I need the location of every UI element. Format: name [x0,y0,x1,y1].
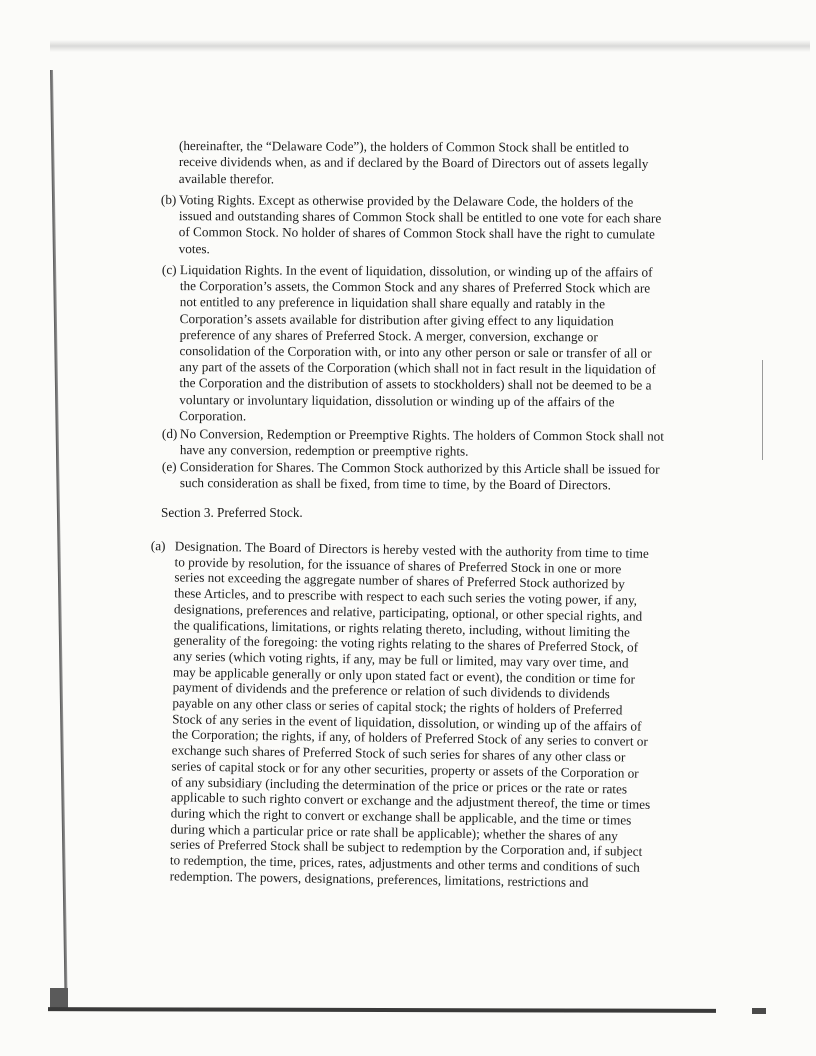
list-item-label: (a) [150,538,166,554]
list-item-text: Designation. The Board of Directors is hereby vested with the authority from time to time to provide by resolution, for the issuance of shares of Preferred Stock in one or more series not exceeding the aggregate number of shares of Preferred Stock authorized by these Articles, and to prescribe with respect to each such series the voting power, if any, designations, preferences and relative, participating, optional, or other special rights, and the qualifications, limitations, or rights relating thereto, including, without limiting the generality of the foregoing: the voting rights relating to the shares of Preferred Stock, of any series (which voting rights, if any, may be full or limited, may vary over time, and may be applicable generally or only upon stated fact or event), the condition or time for payment of dividends and the preference or relation of such dividends to dividends payable on any other class or series of capital stock; the rights of holders of Preferred Stock of any series in the event of liquidation, dissolution, or winding up of the affairs of the Corporation; the rights, if any, of holders of Preferred Stock of any series to convert or exchange such shares of Preferred Stock of such series for shares of any other class or series of capital stock or for any other securities, property or assets of the Corporation or of any subsidiary (including the determination of the price or prices or the rate or rates applicable to such righto convert or exchange and the adjustment thereof, the time or times during which the right to convert or exchange shall be applicable, and the time or times during which a particular price or rate shall be applicable); whether the shares of any series of Preferred Stock shall be subject to redemption by the Corporation and, if subject to redemption, the time, prices, rates, adjustments and other terms and conditions of such redemption. The powers, designations, preferences, limitations, restrictions and [169,538,651,890]
section-heading: Section 3. Preferred Stock. [161,505,303,520]
list-item-label: (e) [161,459,177,475]
list-item-text: No Conversion, Redemption or Preemptive Rights. The holders of Common Stock shall not have any conversion, redemption or preemptive rights. [179,426,664,459]
list-item-label: (c) [161,262,177,278]
list-item-text: Voting Rights. Except as otherwise provided by the Delaware Code, the holders of the issued and outstanding shares of Common Stock shall be entitled to one vote for each share of Common Stock. No holder of shares of Common Stock shall have the right to cumulate votes. [178,192,662,256]
list-item-label: (d) [161,426,178,442]
list-item-c [161,262,666,427]
list-item-d [162,426,666,461]
list-item-label: (b) [160,192,177,208]
list-item-a [145,538,655,916]
continuation-paragraph: (hereinafter, the “Delaware Code”), the holders of Common Stock shall be entitled to receive dividends when, as and if declared by the Board of Directors out of assets legally available therefor. [178,138,649,187]
list-item-e [162,459,666,494]
list-item-b [161,192,665,259]
list-item-text: Consideration for Shares. The Common Stock authorized by this Article shall be issued for such consideration as shall be fixed, from time to time, by the Board of Directors. [179,459,660,493]
list-item-text: Liquidation Rights. In the event of liquidation, dissolution, or winding up of the affairs of the Corporation’s assets, the Common Stock and any shares of Preferred Stock which are not entitled to any preference in liquidation shall share equally and ratably in the Corporation’s assets available for distribution after giving effect to any liquidation preference of any shares of Preferred Stock. A merger, conversion, exchange or consolidation of the Corporation with, or into any other person or sale or transfer of all or any part of the assets of the Corporation (which shall not in fact result in the liquidation of the Corporation and the distribution of assets to stockholders) shall not be deemed to be a voluntary or involuntary liquidation, dissolution or winding up of the affairs of the Corporation. [179,262,656,424]
